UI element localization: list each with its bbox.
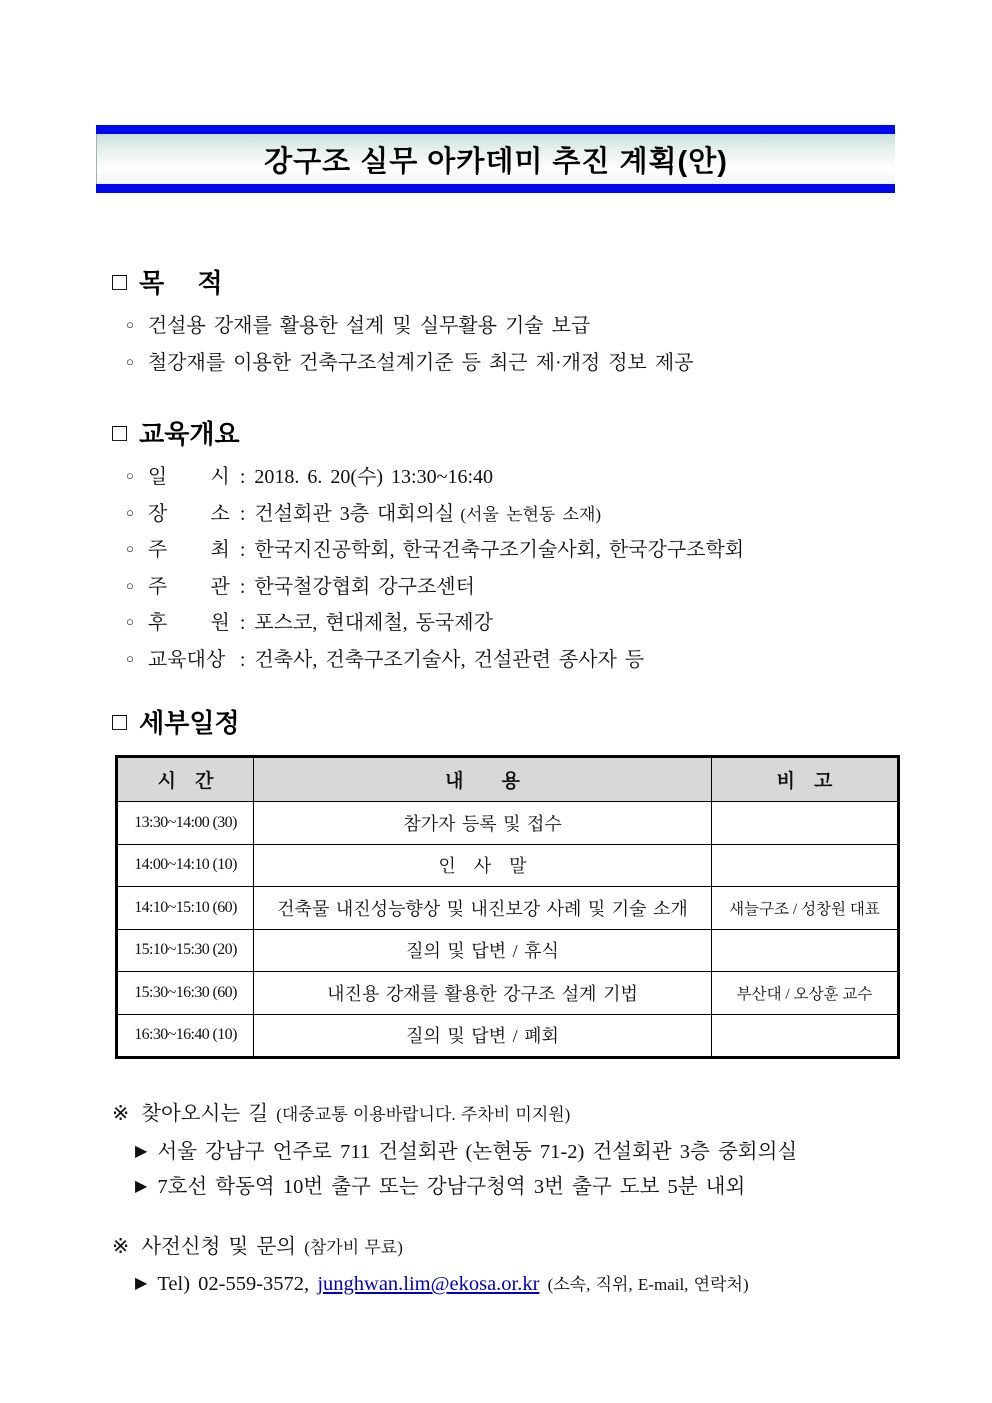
email-note: (소속, 직위, E-mail, 연락처) [547, 1275, 749, 1294]
cell-content: 질의 및 답변 / 휴식 [254, 929, 712, 972]
purpose-item-text: 철강재를 이용한 건축구조설계기준 등 최근 제·개정 정보 제공 [147, 351, 694, 374]
cell-content: 건축물 내진성능향상 및 내진보강 사례 및 기술 소개 [254, 887, 712, 930]
bullet-icon: ○ [126, 504, 134, 520]
purpose-list [126, 309, 694, 382]
overview-item-value: 건축사, 건축구조기술사, 건설관련 종사자 등 [254, 648, 645, 671]
cell-note [712, 802, 899, 845]
bullet-icon: ○ [126, 614, 134, 629]
overview-item-organizer [126, 570, 750, 607]
bullet-icon: ○ [126, 353, 134, 369]
directions-heading-label: 찾아오시는 길 [141, 1103, 269, 1125]
contact-heading [112, 1229, 403, 1259]
arrow-icon: ▶ [135, 1275, 148, 1292]
overview-item-date [126, 460, 750, 497]
overview-heading-label: 교육개요 [139, 419, 240, 449]
contact-heading-label: 사전신청 및 문의 [141, 1236, 297, 1258]
header-time: 시 간 [117, 757, 254, 802]
overview-item-host [126, 533, 750, 570]
schedule-heading [112, 703, 240, 740]
header-content: 내 용 [254, 757, 712, 802]
cell-time: 14:00~14:10 (10) [117, 844, 254, 887]
arrow-icon: ▶ [135, 1143, 148, 1160]
table-row [117, 1014, 899, 1058]
colon: : [239, 466, 246, 488]
cell-note: 새늘구조 / 성창원 대표 [712, 887, 899, 930]
bullet-icon: ○ [126, 317, 134, 332]
table-row [117, 802, 899, 845]
cell-note [712, 1014, 899, 1058]
directions-heading-note: (대중교통 이용바랍니다. 주차비 미지원) [276, 1105, 571, 1124]
directions-line-address [135, 1134, 797, 1164]
colon: : [239, 612, 246, 634]
table-row [117, 844, 899, 887]
purpose-heading [112, 263, 223, 300]
overview-item-value: 건설회관 3층 대회의실 [254, 502, 455, 525]
contact-heading-note: (참가비 무료) [304, 1238, 403, 1257]
square-marker-icon: □ [112, 268, 128, 296]
schedule-table [115, 755, 900, 1059]
colon: : [239, 648, 246, 671]
bullet-icon: ○ [126, 650, 134, 666]
overview-item-label: 장 소 [147, 502, 230, 525]
banner-top-bar [96, 125, 895, 134]
cell-time: 14:10~15:10 (60) [117, 887, 254, 930]
cell-content: 질의 및 답변 / 폐회 [254, 1014, 712, 1058]
cell-content: 인 사 말 [254, 844, 712, 887]
overview-item-value: 한국철강협회 강구조센터 [254, 575, 475, 598]
directions-line-subway [135, 1169, 745, 1199]
page-title: 강구조 실무 아카데미 추진 계획(안) [264, 145, 728, 178]
cell-time: 13:30~14:00 (30) [117, 802, 254, 845]
email-link[interactable]: junghwan.lim@ekosa.or.kr [317, 1273, 540, 1295]
square-marker-icon: □ [112, 419, 128, 447]
overview-heading [112, 414, 240, 451]
overview-item-place [126, 497, 750, 534]
overview-item-sponsor [126, 606, 750, 643]
cell-time: 16:30~16:40 (10) [117, 1014, 254, 1058]
tel-label: Tel) 02-559-3572, [157, 1273, 310, 1295]
purpose-item [126, 309, 694, 346]
square-marker-icon: □ [112, 708, 128, 736]
purpose-item-text: 건설용 강재를 활용한 설계 및 실무활용 기술 보급 [147, 315, 591, 337]
table-row [117, 929, 899, 972]
contact-tel-line [135, 1270, 749, 1296]
cell-content: 내진용 강재를 활용한 강구조 설계 기법 [254, 972, 712, 1015]
bullet-icon: ○ [126, 468, 134, 483]
directions-line-text: 7호선 학동역 10번 출구 또는 강남구청역 3번 출구 도보 5분 내외 [157, 1176, 746, 1198]
overview-item-label: 교육대상 [147, 648, 226, 671]
directions-line-text: 서울 강남구 언주로 711 건설회관 (논현동 71-2) 건설회관 3층 중회의실 [157, 1141, 798, 1163]
title-banner [96, 125, 895, 193]
overview-item-note: (서울 논현동 소재) [460, 504, 602, 524]
colon: : [239, 539, 246, 561]
purpose-item [126, 346, 694, 383]
overview-item-label: 주 관 [147, 575, 230, 598]
table-header-row [117, 757, 899, 802]
colon: : [239, 502, 246, 525]
cell-note [712, 844, 899, 887]
reference-mark-icon: ※ [112, 1103, 130, 1125]
colon: : [239, 575, 246, 598]
directions-heading [112, 1096, 570, 1126]
table-row [117, 887, 899, 930]
cell-content: 참가자 등록 및 접수 [254, 802, 712, 845]
purpose-heading-label: 목 적 [139, 268, 223, 298]
header-note: 비 고 [712, 757, 899, 802]
overview-item-value: 한국지진공학회, 한국건축구조기술사회, 한국강구조학회 [254, 539, 745, 561]
arrow-icon: ▶ [135, 1178, 148, 1195]
banner-body [96, 134, 895, 184]
schedule-heading-label: 세부일정 [139, 708, 240, 738]
cell-time: 15:10~15:30 (20) [117, 929, 254, 972]
overview-item-label: 일 시 [147, 466, 230, 488]
reference-mark-icon: ※ [112, 1236, 130, 1258]
banner-bottom-bar [96, 184, 895, 193]
cell-note: 부산대 / 오상훈 교수 [712, 972, 899, 1015]
cell-time: 15:30~16:30 (60) [117, 972, 254, 1015]
overview-item-audience [126, 643, 750, 680]
overview-item-value: 2018. 6. 20(수) 13:30~16:40 [254, 466, 493, 488]
overview-item-label: 후 원 [147, 612, 230, 634]
bullet-icon: ○ [126, 577, 134, 593]
overview-list [126, 460, 750, 679]
overview-item-value: 포스코, 현대제철, 동국제강 [254, 612, 493, 634]
cell-note [712, 929, 899, 972]
overview-item-label: 주 최 [147, 539, 230, 561]
table-row [117, 972, 899, 1015]
bullet-icon: ○ [126, 541, 134, 556]
